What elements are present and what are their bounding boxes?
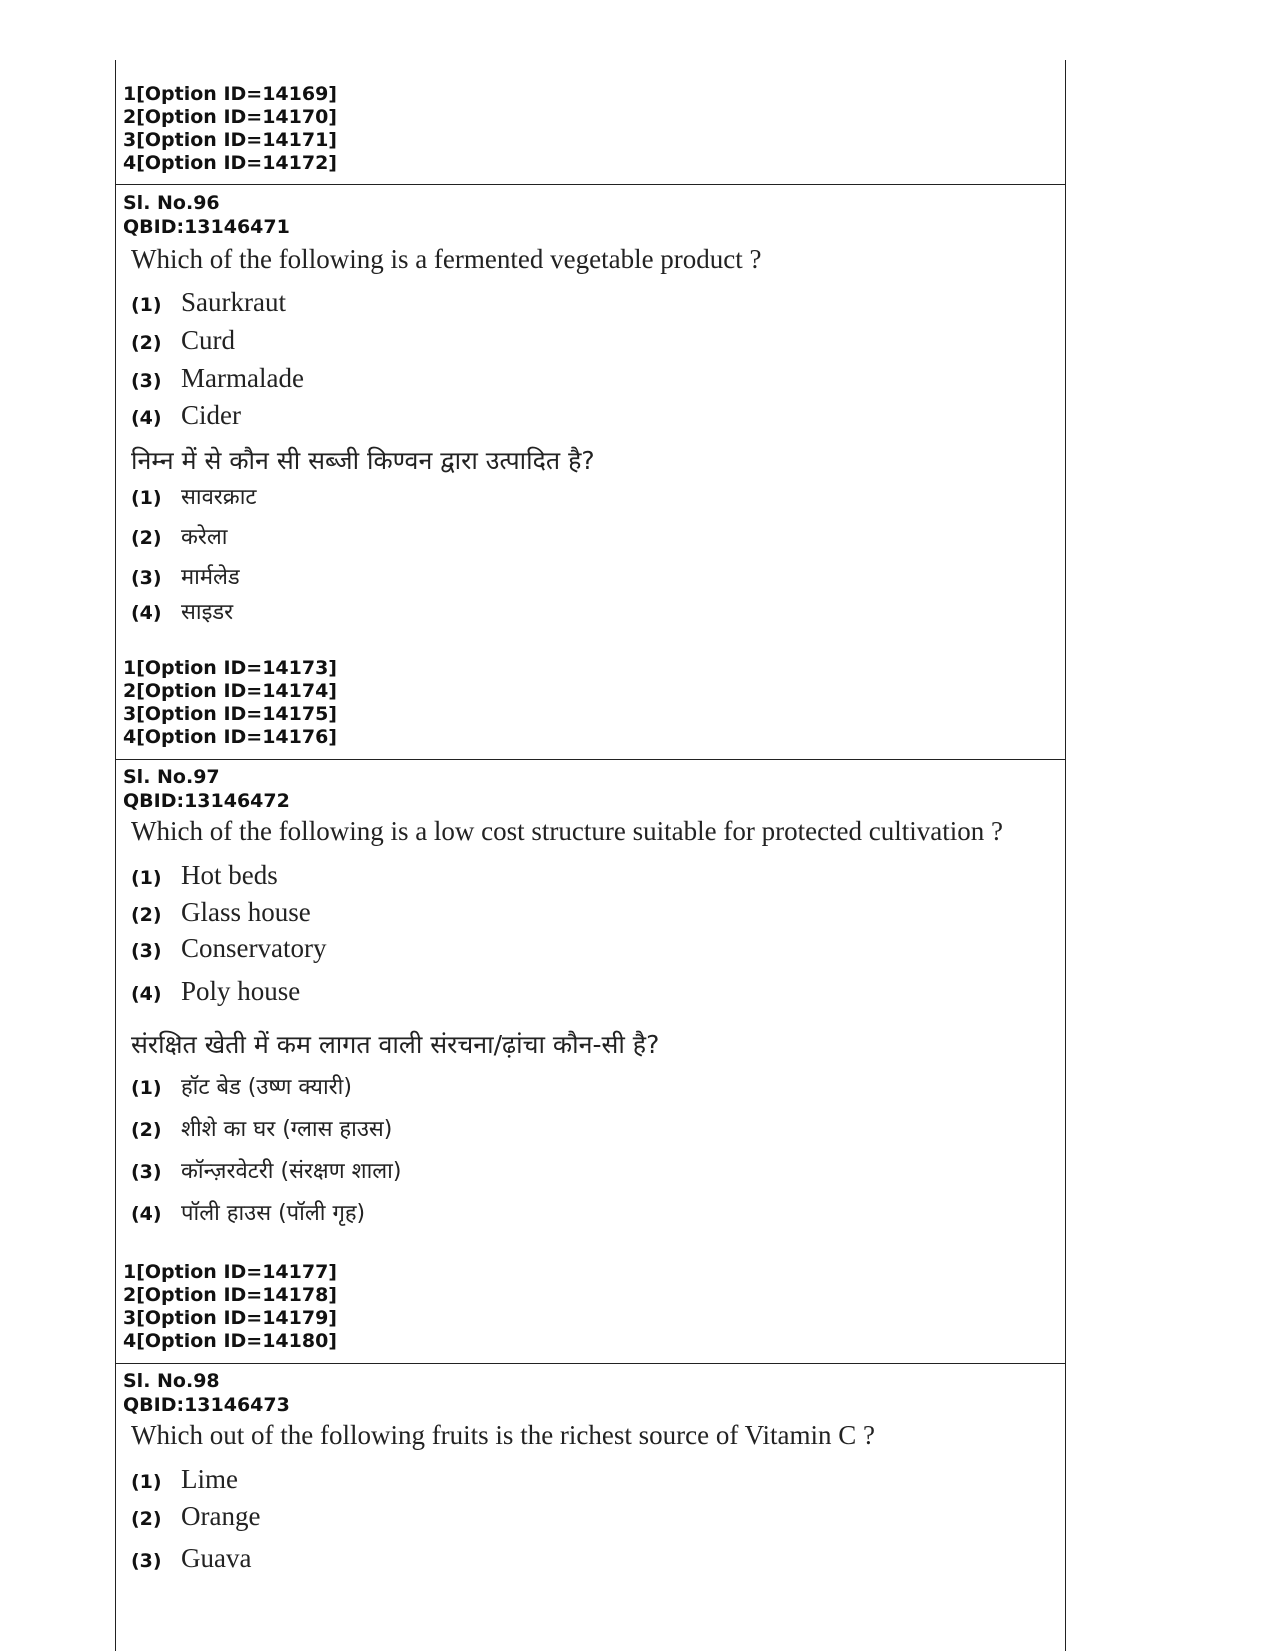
- option-text: Hot beds: [181, 860, 278, 890]
- option-en: [131, 860, 278, 891]
- option-text: Lime: [181, 1464, 238, 1494]
- option-number: (4): [131, 983, 162, 1005]
- question-text-hi: संरक्षित खेती में कम लागत वाली संरचना/ढ़ांचा कौन-सी है?: [131, 1030, 660, 1059]
- question-text-en: Which of the following is a low cost structure suitable for protected cultivation ?: [131, 816, 1004, 846]
- option-text: करेला: [181, 525, 228, 550]
- option-text: कॉन्ज़रवेटरी (संरक्षण शाला): [181, 1159, 402, 1184]
- option-number: (2): [131, 332, 162, 354]
- option-text: Saurkraut: [181, 287, 286, 317]
- option-id: 1[Option ID=14169]: [123, 83, 337, 105]
- option-text: Glass house: [181, 897, 311, 927]
- option-number: (3): [131, 567, 162, 589]
- option-number: (2): [131, 1119, 162, 1141]
- option-hi: [131, 596, 233, 626]
- option-id: 3[Option ID=14179]: [123, 1307, 337, 1329]
- serial-number: Sl. No.98: [123, 1370, 220, 1392]
- option-number: (3): [131, 370, 162, 392]
- row-divider: [115, 1363, 1066, 1364]
- option-id-list: [123, 657, 337, 749]
- option-text: Cider: [181, 400, 241, 430]
- option-id: 2[Option ID=14170]: [123, 106, 337, 128]
- option-number: (3): [131, 940, 162, 962]
- option-number: (4): [131, 407, 162, 429]
- option-text: मार्मलेड: [181, 565, 240, 590]
- option-number: (1): [131, 1077, 162, 1099]
- option-text: पॉली हाउस (पॉली गृह): [181, 1201, 366, 1226]
- option-number: (2): [131, 904, 162, 926]
- option-id: 1[Option ID=14177]: [123, 1261, 337, 1283]
- option-hi: [131, 1113, 392, 1143]
- option-text: Guava: [181, 1543, 252, 1573]
- option-en: [131, 400, 241, 431]
- option-hi: [131, 481, 256, 511]
- option-en: [131, 287, 286, 318]
- option-id-list: [123, 1261, 337, 1353]
- option-text: Marmalade: [181, 363, 304, 393]
- option-number: (1): [131, 487, 162, 509]
- option-hi: [131, 1197, 365, 1227]
- option-text: शीशे का घर (ग्लास हाउस): [181, 1117, 393, 1142]
- question-text-hi: निम्न में से कौन सी सब्जी किण्वन द्वारा उत्पादित है?: [131, 446, 595, 475]
- option-text: साइडर: [181, 600, 234, 625]
- option-hi: [131, 561, 240, 591]
- option-number: (1): [131, 294, 162, 316]
- option-hi: [131, 1071, 352, 1101]
- question-text-en: Which out of the following fruits is the richest source of Vitamin C ?: [131, 1420, 875, 1450]
- qbid: QBID:13146473: [123, 1394, 290, 1416]
- option-en: [131, 1543, 251, 1574]
- qbid: QBID:13146472: [123, 790, 290, 812]
- option-id: 2[Option ID=14178]: [123, 1284, 337, 1306]
- question-header: [123, 191, 290, 239]
- option-id: 4[Option ID=14180]: [123, 1330, 337, 1352]
- question-text-en: Which of the following is a fermented vegetable product ?: [131, 244, 762, 274]
- option-id: 1[Option ID=14173]: [123, 657, 337, 679]
- option-number: (3): [131, 1550, 162, 1572]
- serial-number: Sl. No.96: [123, 192, 220, 214]
- option-text: Conservatory: [181, 933, 327, 963]
- table-right-border: [1065, 60, 1066, 1651]
- question-header: [123, 1369, 290, 1417]
- option-number: (4): [131, 1203, 162, 1225]
- option-text: Curd: [181, 325, 235, 355]
- qbid: QBID:13146471: [123, 216, 290, 238]
- option-number: (2): [131, 1508, 162, 1530]
- option-number: (3): [131, 1161, 162, 1183]
- option-id: 3[Option ID=14171]: [123, 129, 337, 151]
- option-text: Orange: [181, 1501, 261, 1531]
- option-text: Poly house: [181, 976, 301, 1006]
- option-en: [131, 976, 300, 1007]
- option-hi: [131, 521, 228, 551]
- option-en: [131, 363, 304, 394]
- option-id: 3[Option ID=14175]: [123, 703, 337, 725]
- option-number: (1): [131, 1471, 162, 1493]
- option-number: (1): [131, 867, 162, 889]
- option-text: सावरक्राट: [181, 485, 257, 510]
- option-en: [131, 897, 311, 928]
- row-divider: [115, 184, 1066, 185]
- question-header: [123, 765, 290, 813]
- option-text: हॉट बेड (उष्ण क्यारी): [181, 1075, 352, 1100]
- option-id-list: [123, 83, 337, 175]
- option-number: (4): [131, 602, 162, 624]
- option-en: [131, 933, 326, 964]
- option-id: 2[Option ID=14174]: [123, 680, 337, 702]
- row-divider: [115, 759, 1066, 760]
- option-en: [131, 1501, 260, 1532]
- option-hi: [131, 1155, 401, 1185]
- option-id: 4[Option ID=14172]: [123, 152, 337, 174]
- serial-number: Sl. No.97: [123, 766, 220, 788]
- option-en: [131, 325, 235, 356]
- option-id: 4[Option ID=14176]: [123, 726, 337, 748]
- option-en: [131, 1464, 238, 1495]
- option-number: (2): [131, 527, 162, 549]
- table-left-border: [115, 60, 116, 1651]
